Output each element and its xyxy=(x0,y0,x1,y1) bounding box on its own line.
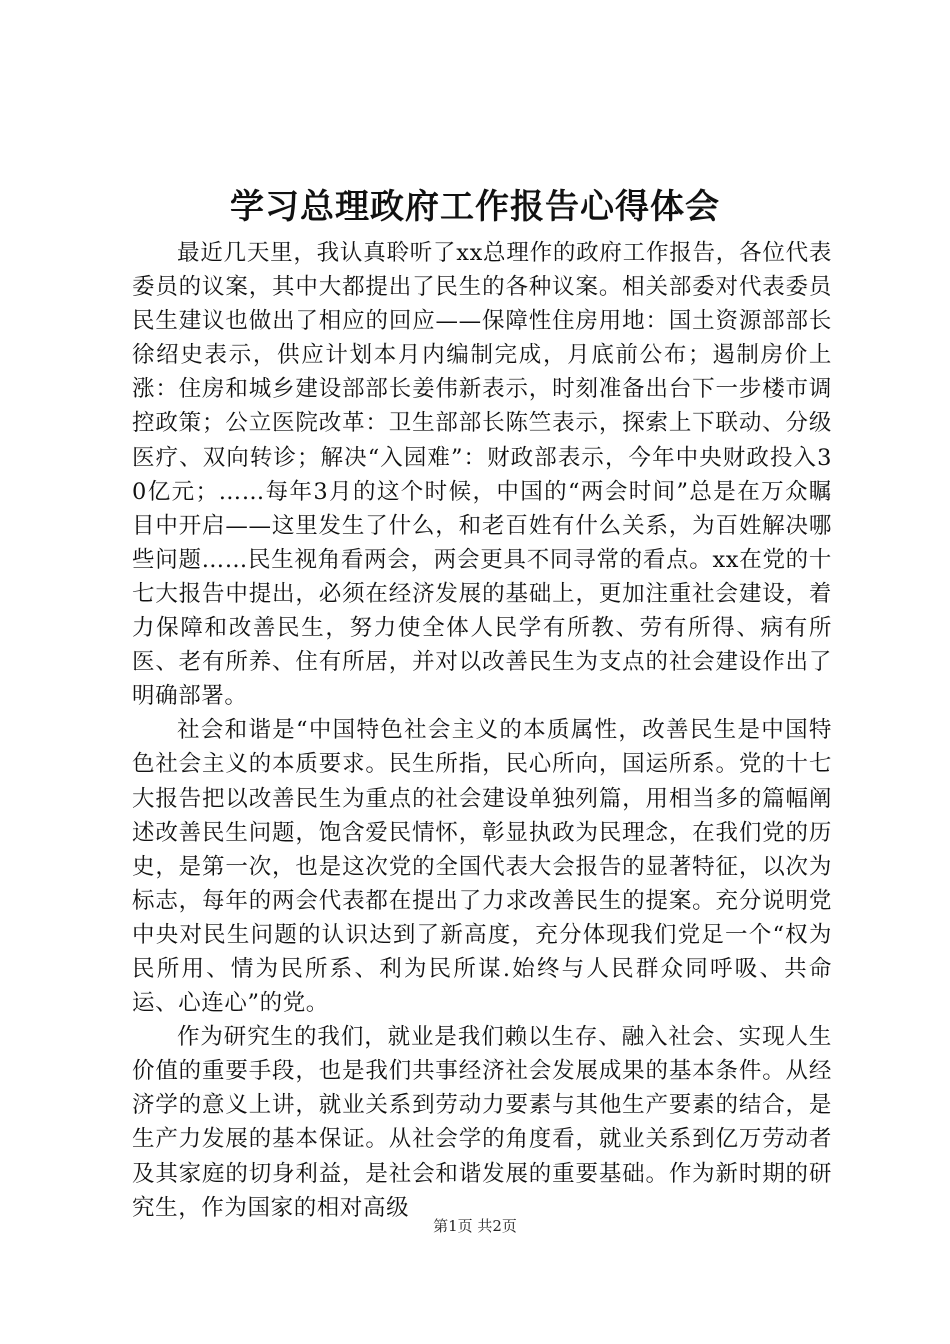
paragraph-2: 社会和谐是“中国特色社会主义的本质属性，改善民生是中国特色社会主义的本质要求。民生所指，民心所向，国运所系。党的十七大报告把以改善民生为重点的社会建设单独列篇，用相当多的篇幅阐述改善民生问题，饱含爱民情怀，彰显执政为民理念，在我们党的历史，是第一次，也是这次党的全国代表大会报告的显著特征，以次为标志，每年的两会代表都在提出了力求改善民生的提案。充分说明党中央对民生问题的认识达到了新高度，充分体现我们党足一个“权为民所用、情为民所系、利为民所谋.始终与人民群众同呼吸、共命运、心连心”的党。 xyxy=(132,717,832,1017)
paragraph-1: 最近几天里，我认真聆听了xx总理作的政府工作报告，各位代表委员的议案，其中大都提出了民生的各种议案。相关部委对代表委员民生建议也做出了相应的回应——保障性住房用地：国土资源部部长徐绍史表示，供应计划本月内编制完成，月底前公布；遏制房价上涨：住房和城乡建设部部长姜伟新表示，时刻准备出台下一步楼市调控政策；公立医院改革：卫生部部长陈竺表示，探索上下联动、分级医疗、双向转诊；解决“入园难”：财政部表示，今年中央财政投入30亿元；……每年3月的这个时候，中国的“两会时间”总是在万众瞩目中开启——这里发生了什么，和老百姓有什么关系，为百姓解决哪些问题……民生视角看两会，两会更具不同寻常的看点。xx在党的十七大报告中提出，必须在经济发展的基础上，更加注重社会建设，着力保障和改善民生，努力使全体人民学有所教、劳有所得、病有所医、老有所养、住有所居，并对以改善民生为支点的社会建设作出了明确部署。 xyxy=(132,240,832,710)
paragraph-3: 作为研究生的我们，就业是我们赖以生存、融入社会、实现人生价值的重要手段，也是我们共事经济社会发展成果的基本条件。从经济学的意义上讲，就业关系到劳动力要素与其他生产要素的结合，是生产力发展的基本保证。从社会学的角度看，就业关系到亿万劳动者及其家庭的切身利益，是社会和谐发展的重要基础。作为新时期的研究生，作为国家的相对高级 xyxy=(132,1024,832,1221)
document-body xyxy=(132,236,832,1225)
document-title: 学习总理政府工作报告心得体会 xyxy=(230,187,720,227)
page-footer: 第1页 共2页 xyxy=(433,1217,517,1235)
